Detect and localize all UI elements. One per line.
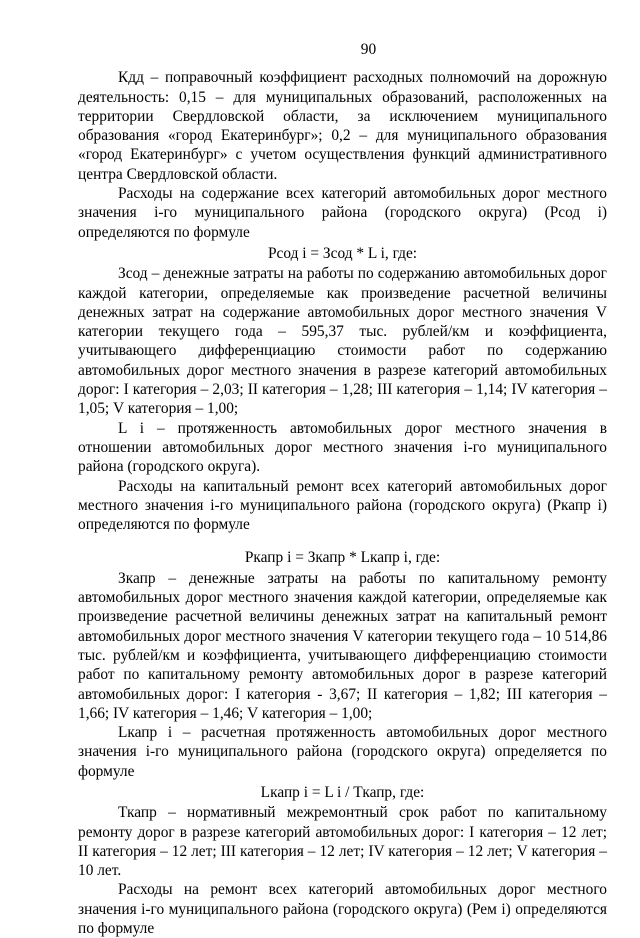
spacer <box>78 534 607 546</box>
formula-line: Рсод i = Зсод * L i, где: <box>267 244 418 262</box>
paragraph: Кдд – поправочный коэффициент расходных полномочий на дорожную деятельность: 0,15 – для муниципальных образований, расположенных на территории Свердловской области, за исключением муниципального образования «город Екатеринбург»; 0,2 – для муниципального образования «город Екатеринбург» с учетом осуществления функций административного центра Свердловской области. <box>78 69 607 183</box>
paragraph: Ткапр – нормативный межремонтный срок работ по капитальному ремонту дорог в разрезе категорий автомобильных дорог: I категория – 12 лет; II категория – 12 лет; III категория – 12 лет; IV категория – 12 лет; V категория – 10 лет. <box>78 804 607 880</box>
paragraph: Зкапр – денежные затраты на работы по капитальному ремонту автомобильных дорог местного значения каждой категории, определяемые как произведение расчетной величины денежных затрат на капитальный ремонт автомобильных дорог местного значения V категории текущего года – 10 514,86 тыс. рублей/км и коэффициента, учитывающего дифференциацию стоимости работ по капитальному ремонту автомобильных дорог в разрезе категорий автомобильных дорог: I категория - 3,67; II категория – 1,82; III категория – 1,66; IV категория – 1,46; V категория – 1,00; <box>78 569 607 722</box>
paragraph: Зсод – денежные затраты на работы по содержанию автомобильных дорог каждой категории, определяемые как произведение расчетной величины денежных затрат на содержание автомобильных дорог местного значения V категории текущего года – 595,37 тыс. рублей/км и коэффициента, учитывающего дифференциацию стоимости работ по содержанию автомобильных дорог местного значения в разрезе категорий автомобильных дорог: I категория – 2,03; II категория – 1,28; III категория – 1,14; IV категория – 1,05; V категория – 1,00; <box>78 265 607 418</box>
paragraph: Lкапр i – расчетная протяженность автомобильных дорог местного значения i-го муниципального района (городского округа) определяется по формуле <box>78 724 607 780</box>
formula-line: Lкапр i = L i / Ткапр, где: <box>260 783 425 801</box>
paragraph: Расходы на ремонт всех категорий автомобильных дорог местного значения i-го муниципального района (городского округа) (Рем i) определяются по формуле <box>78 881 607 938</box>
paragraph: Расходы на содержание всех категорий автомобильных дорог местного значения i-го муниципального района (городского округа) (Рсод i) определяются по формуле <box>78 185 607 241</box>
formula-line: Ркапр i = Зкапр * Lкапр i, где: <box>244 549 441 567</box>
paragraph: Расходы на капитальный ремонт всех категорий автомобильных дорог местного значения i-го муниципального района (городского округа) (Ркапр i) определяются по формуле <box>78 477 607 534</box>
page-number: 90 <box>360 41 377 58</box>
document-body <box>78 68 607 938</box>
paragraph: L i – протяженность автомобильных дорог местного значения в отношении автомобильных дорог местного значения i-го муниципального района (городского округа). <box>78 419 607 476</box>
